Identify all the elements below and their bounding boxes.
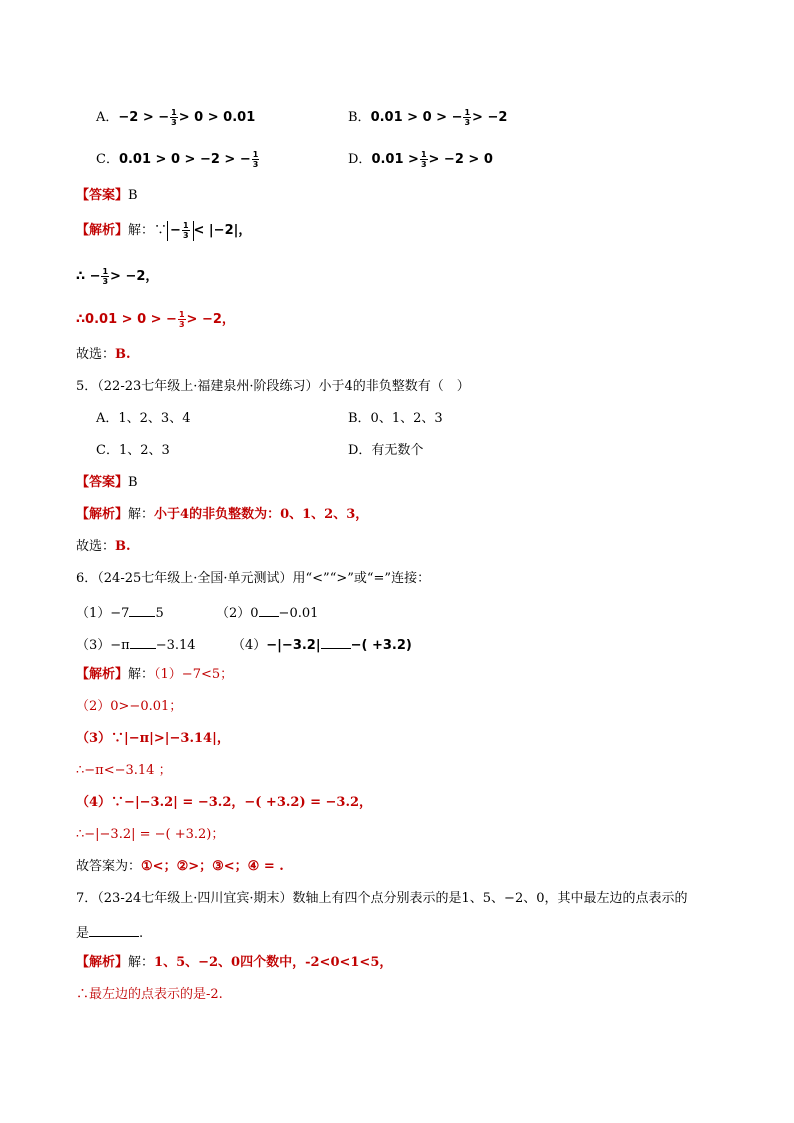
q5-stem: 5．（22-23七年级上·福建泉州·阶段练习）小于4的非负整数有（ ） xyxy=(76,379,470,394)
q4-choose: 故选：B. xyxy=(76,347,131,362)
q6-analysis-line-6: ∴−|−3.2| = −( +3.2)； xyxy=(76,827,225,842)
q6-part-2: （2）0 −0.01 xyxy=(216,602,318,623)
q5-option-d: D．有无数个 xyxy=(348,443,424,458)
q4-analysis-line-2: ∴ − $\frac{1}{3}$ > −2， xyxy=(76,267,159,286)
q4-option-c: C．0.01 > 0 > −2 > − $\frac{1}{3}$ xyxy=(96,150,259,169)
q5-analysis: 【解析】解：小于4的非负整数为：0、1、2、3， xyxy=(76,507,369,522)
q6-analysis-line-5: （4）∵−|−3.2| = −3.2，−( +3.2) = −3.2， xyxy=(76,795,373,810)
q7-stem: 7．（23-24七年级上·四川宜宾·期末）数轴上有四个点分别表示的是1、5、−2、0，其中最左边的点表示的 xyxy=(76,891,688,906)
q5-option-a: A．1、2、3、4 xyxy=(96,411,191,426)
q5-answer: 【答案】B xyxy=(76,475,138,490)
q6-stem: 6．（24-25七年级上·全国·单元测试）用“<”“>”或“=”连接： xyxy=(76,571,431,586)
q6-analysis-line-2: （2）0>−0.01； xyxy=(76,699,183,714)
q6-analysis-line-4: ∴−π<−3.14 ； xyxy=(76,763,172,778)
q5-option-b: B．0、1、2、3 xyxy=(348,411,443,426)
q4-option-d: D．0.01 > $\frac{1}{3}$ > −2 > 0 xyxy=(348,150,493,169)
q6-part-3: （3）−π −3.14 xyxy=(76,634,196,655)
q4-option-a: A．−2 > − $\frac{1}{3}$ > 0 > 0.01 xyxy=(96,108,256,127)
q4-analysis-line-3: ∴0.01 > 0 > − $\frac{1}{3}$ > −2， xyxy=(76,310,235,329)
q4-analysis-line-1: 【解析】解：∵ − $\frac{1}{3}$ < |−2|， xyxy=(76,221,252,240)
q5-choose: 故选：B. xyxy=(76,539,131,554)
q6-analysis-line-1: 【解析】解：（1）−7<5； xyxy=(76,667,234,682)
q4-answer: 【答案】B xyxy=(76,188,138,203)
q6-analysis-line-3: （3）∵|−π|>|−3.14|， xyxy=(76,731,230,746)
q7-stem-line-2: 是 . xyxy=(76,922,143,943)
q7-analysis-line-1: 【解析】解：1、5、−2、0四个数中，-2<0<1<5， xyxy=(76,955,393,970)
q4-option-b: B．0.01 > 0 > − $\frac{1}{3}$ > −2 xyxy=(348,108,508,127)
q6-part-1: （1）−7 5 xyxy=(76,602,164,623)
q7-analysis-line-2: ∴最左边的点表示的是-2. xyxy=(76,987,223,1002)
q6-final-answer: 故答案为：①<；②>；③<；④ = . xyxy=(76,859,284,874)
q5-option-c: C．1、2、3 xyxy=(96,443,170,458)
q6-part-4: （4）−|−3.2| −( +3.2) xyxy=(232,634,412,655)
